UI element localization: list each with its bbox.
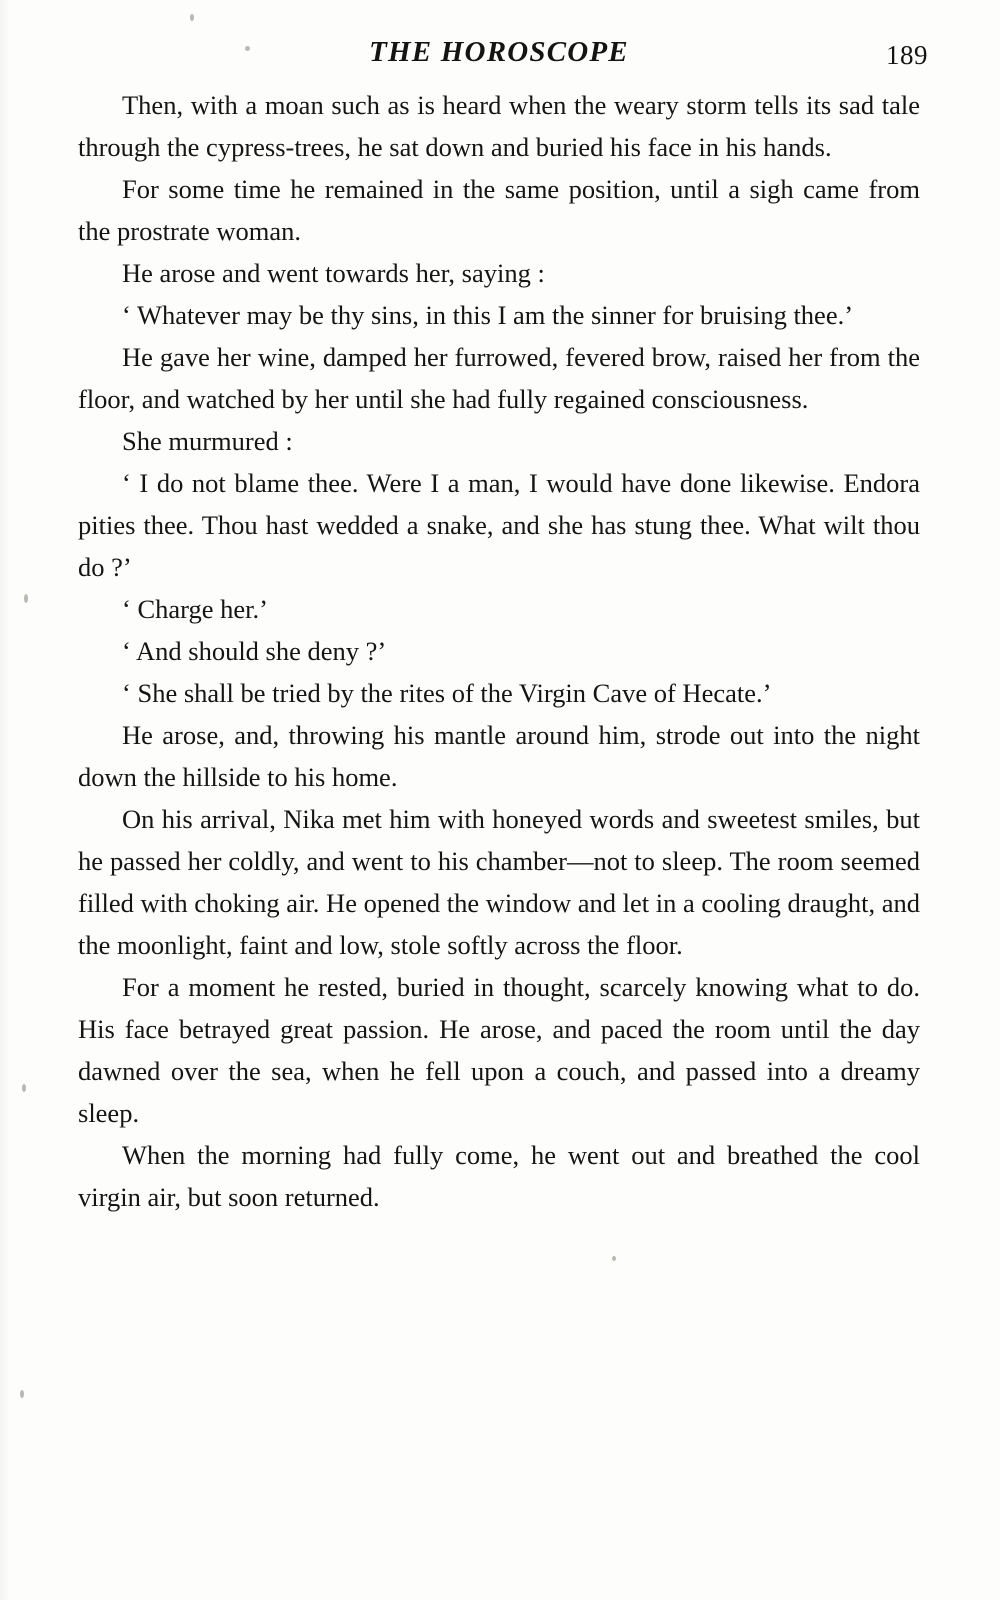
print-speck — [190, 14, 194, 21]
paragraph: He arose and went towards her, saying : — [122, 258, 545, 288]
running-head — [78, 22, 928, 76]
paragraph: He arose, and, throwing his mantle around him, strode out into the night down the hillside to his home. — [78, 720, 920, 792]
running-head-title: THE HOROSCOPE — [369, 36, 629, 68]
paragraph: Then, with a moan such as is heard when the weary storm tells its sad tale through the cypress-trees, he sat down and buried his face in his hands. — [78, 90, 920, 162]
paragraph: For a moment he rested, buried in thought, scarcely knowing what to do. His face betrayed great passion. He arose, and paced the room until the day dawned over the sea, when he fell upon a couch, and passed into a dreamy sleep. — [78, 972, 920, 1128]
print-speck — [22, 1084, 26, 1092]
paragraph: When the morning had fully come, he went out and breathed the cool virgin air, but soon returned. — [78, 1140, 920, 1212]
paragraph: ‘ Whatever may be thy sins, in this I am the sinner for bruising thee.’ — [122, 300, 854, 330]
paragraph: On his arrival, Nika met him with honeyed words and sweetest smiles, but he passed her coldly, and went to his chamber—not to sleep. The room seemed filled with choking air. He opened the window and let in a cooling draught, and the moonlight, faint and low, stole softly across the floor. — [78, 804, 920, 960]
paragraph: He gave her wine, damped her furrowed, fevered brow, raised her from the floor, and watched by her until she had fully regained consciousness. — [78, 342, 920, 414]
paragraph: ‘ And should she deny ?’ — [122, 636, 387, 666]
text-block — [78, 22, 928, 1218]
body-text — [78, 84, 920, 1218]
paragraph: ‘ Charge her.’ — [122, 594, 268, 624]
paragraph: For some time he remained in the same position, until a sigh came from the prostrate woman. — [78, 174, 920, 246]
print-speck — [20, 1390, 24, 1398]
page-edge-shading — [0, 0, 10, 1600]
print-speck — [24, 594, 28, 603]
page-number: 189 — [886, 40, 928, 70]
paragraph: She murmured : — [122, 426, 293, 456]
paragraph: ‘ I do not blame thee. Were I a man, I would have done likewise. Endora pities thee. Thou hast wedded a snake, and she has stung thee. What wilt thou do ?’ — [78, 468, 920, 582]
print-speck — [612, 1256, 616, 1261]
paragraph: ‘ She shall be tried by the rites of the Virgin Cave of Hecate.’ — [122, 678, 772, 708]
